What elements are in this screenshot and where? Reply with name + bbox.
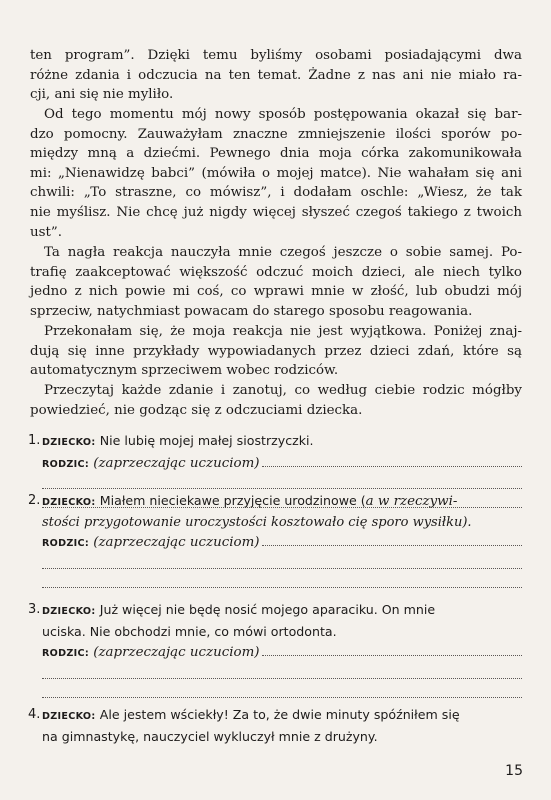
text-line: Przeczytaj każde zdanie i zanotuj, co według ciebie rodzic mógłby [44, 383, 522, 398]
child-statement-cont [30, 727, 522, 748]
child-text: uciska. Nie obchodzi mnie, co mówi ortodonta. [42, 623, 337, 639]
child-italic-note: a w rzeczywi- [365, 494, 458, 509]
child-text: Już więcej nie będę nosić mojego aparaciku. On mnie [99, 602, 436, 617]
text-line: różne zdania i odczucia na ten temat. Żadne z nas ani nie miało ra- [30, 67, 522, 83]
parent-answer-line[interactable] [30, 454, 522, 475]
child-text: Miałem nieciekawe przyjęcie urodzinowe ( [99, 493, 366, 508]
text-line: automatycznym sprzeciwem wobec rodziców. [30, 363, 339, 379]
answer-dotted-line[interactable] [262, 643, 523, 656]
exercise-3 [30, 600, 522, 702]
parent-label: RODZIC: [42, 538, 90, 550]
text-line: cji, ani się nie myliło. [30, 87, 174, 103]
parent-prompt: (zaprzeczając uczuciom) [93, 645, 260, 661]
child-statement-cont [30, 622, 522, 643]
text-line: mi: „Nienawidzę babci” (mówiła o mojej matce). Nie wahałam się ani [30, 165, 522, 181]
paragraph-4 [30, 322, 522, 381]
answer-dotted-line[interactable] [42, 664, 522, 683]
exercise-4 [30, 705, 522, 747]
paragraph-2 [30, 105, 522, 242]
child-label: DZIECKO: [42, 711, 96, 722]
text-line: trafię zaakceptować większość odczuć moich dzieci, ale niech tylko [30, 264, 522, 280]
child-label: DZIECKO: [42, 437, 96, 448]
child-statement-cont [30, 513, 522, 533]
child-statement [30, 491, 522, 513]
text-line: ten program”. Dzięki temu byliśmy osobami posiadającymi dwa [30, 48, 522, 63]
paragraph-3 [30, 243, 522, 321]
parent-prompt: (zaprzeczając uczuciom) [93, 535, 260, 551]
exercise-number: 1. [28, 433, 41, 448]
parent-label: RODZIC: [42, 458, 90, 470]
exercise-number: 3. [28, 602, 41, 617]
text-line: powiedzieć, nie godząc się z odczuciami dziecka. [30, 402, 363, 418]
parent-answer-line[interactable] [30, 533, 522, 554]
text-line: Od tego momentu mój nowy sposób postępowania okazał się bar- [44, 107, 522, 122]
paragraph-5 [30, 381, 522, 420]
exercise-2 [30, 491, 522, 592]
answer-dotted-line[interactable] [42, 554, 522, 573]
parent-prompt: (zaprzeczając uczuciom) [93, 455, 260, 471]
child-text: Nie lubię mojej małej siostrzyczki. [99, 433, 314, 448]
text-line: sprzeciw, natychmiast powacam do starego sposobu reagowania. [30, 303, 473, 319]
child-statement [30, 600, 522, 622]
parent-label: RODZIC: [42, 648, 90, 660]
answer-dotted-line[interactable] [262, 454, 523, 467]
answer-dotted-line[interactable] [262, 533, 523, 546]
child-label: DZIECKO: [42, 606, 96, 617]
child-text: Ale jestem wściekły! Za to, że dwie minuty spóźniłem się [99, 707, 460, 722]
child-text: na gimnastykę, nauczyciel wykluczył mnie z drużyny. [42, 728, 378, 744]
answer-dotted-line[interactable] [42, 683, 522, 702]
paragraph-1 [30, 46, 522, 105]
child-statement [30, 431, 522, 453]
answer-dotted-line[interactable] [42, 573, 522, 592]
page-number: 15 [505, 763, 523, 779]
child-statement [30, 705, 522, 727]
exercise-number: 2. [28, 493, 41, 508]
parent-answer-line[interactable] [30, 643, 522, 664]
text-line: dują się inne przykłady wypowiadanych przez dzieci zdań, które są [30, 343, 522, 359]
text-line: nie myślisz. Nie chcę już nigdy więcej słyszeć czegoś takiego z twoich [30, 204, 522, 220]
exercise-number: 4. [28, 707, 41, 722]
text-line: Przekonałam się, że moja reakcja nie jest wyjątkowa. Poniżej znaj- [44, 324, 522, 339]
text-line: dzo pomocny. Zauważyłam znaczne zmniejszenie ilości sporów po- [30, 126, 522, 142]
text-line: jedno z nich powie mi coś, co wprawi mnie w złość, lub obudzi mój [30, 284, 522, 300]
text-line: Ta nagła reakcja nauczyła mnie czegoś jeszcze o sobie samej. Po- [44, 245, 522, 260]
child-label: DZIECKO: [42, 497, 96, 508]
child-text: stości przygotowanie uroczystości kosztowało cię sporo wysiłku). [42, 514, 472, 530]
text-line: ust”. [30, 224, 62, 240]
text-line: między mną a dziećmi. Pewnego dnia moja córka zakomunikowała [30, 146, 522, 162]
text-line: chwili: „To straszne, co mówisz”, i dodałam oschle: „Wiesz, że tak [30, 185, 522, 201]
